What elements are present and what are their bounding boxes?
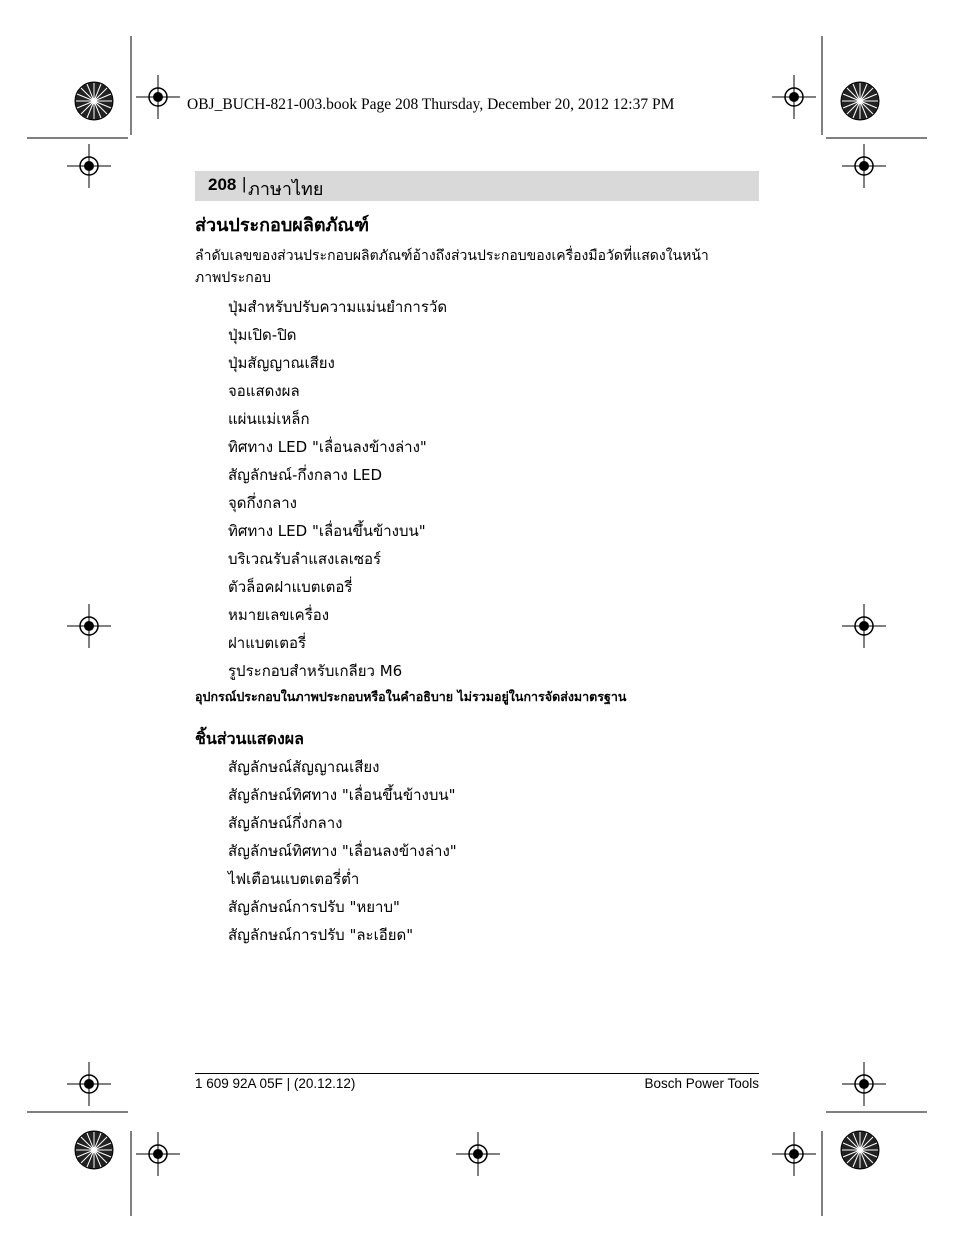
page-header — [195, 171, 759, 201]
print-slug: OBJ_BUCH-821-003.book Page 208 Thursday, December 20, 2012 12:37 PM — [187, 96, 675, 113]
header-language: ภาษาไทย — [248, 179, 324, 200]
page-number: 208 — [208, 175, 237, 194]
footer-brand: Bosch Power Tools — [644, 1076, 759, 1091]
footer-rule — [195, 1073, 759, 1074]
header-separator: | — [242, 174, 247, 193]
accessories-note: อุปกรณ์ประกอบในภาพประกอบหรือในคำอธิบาย ไม่รวมอยู่ในการจัดส่งมาตรฐาน — [195, 689, 627, 704]
section-heading-display: ชิ้นส่วนแสดงผล — [195, 729, 304, 748]
components-intro: ลำดับเลขของส่วนประกอบผลิตภัณฑ์อ้างถึงส่วนประกอบของเครื่องมือวัดที่แสดงในหน้าภาพประกอบ — [195, 248, 709, 286]
section-heading-components: ส่วนประกอบผลิตภัณฑ์ — [195, 215, 370, 236]
footer-doc-number: 1 609 92A 05F | (20.12.12) — [195, 1076, 356, 1091]
